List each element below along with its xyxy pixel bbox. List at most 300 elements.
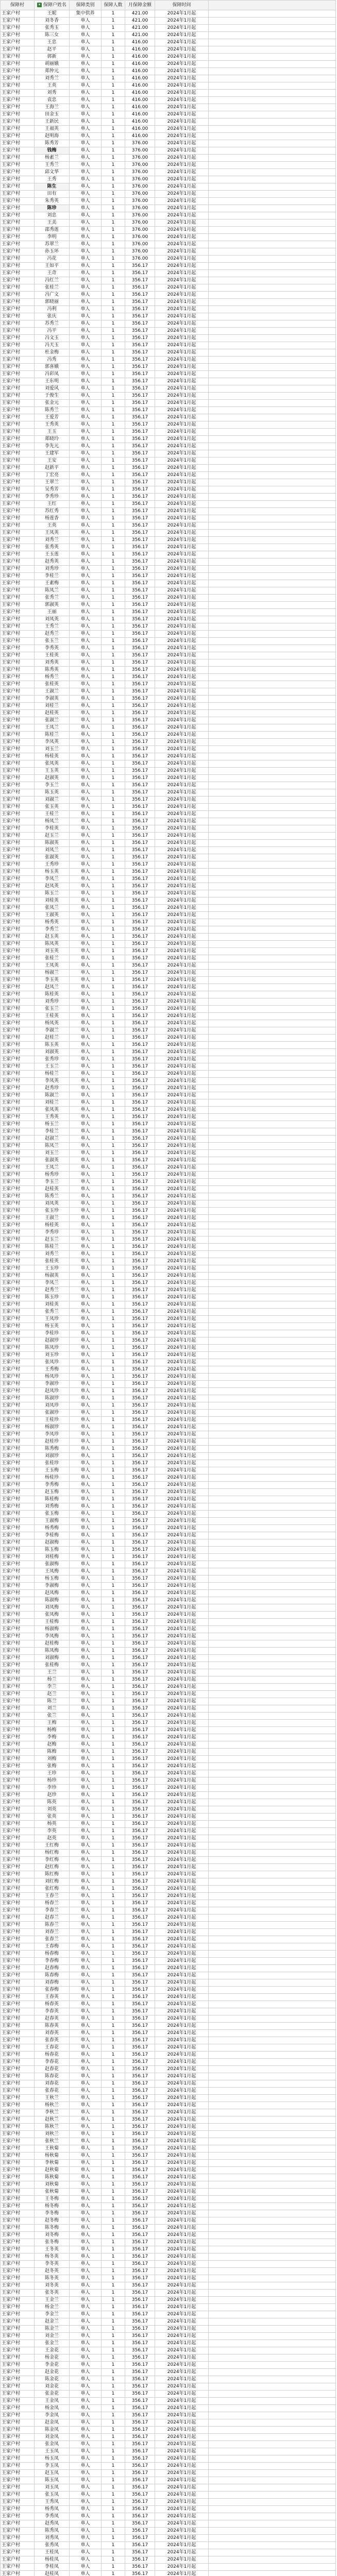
cell-amount[interactable]: 356.17 (125, 2138, 155, 2145)
cell-amount[interactable]: 356.17 (125, 2362, 155, 2369)
cell-amount[interactable]: 376.00 (125, 234, 155, 241)
cell-members[interactable]: 1 (102, 162, 125, 169)
cell-period[interactable]: 2024年1月起 (155, 537, 209, 544)
cell-members[interactable]: 1 (102, 2318, 125, 2326)
cell-name[interactable]: 陈淑兰 (35, 1092, 70, 1099)
table-row[interactable] (1, 558, 336, 566)
cell-type[interactable]: 单人 (70, 501, 102, 508)
cell-type[interactable]: 单人 (70, 2124, 102, 2131)
cell-period[interactable]: 2024年1月起 (155, 897, 209, 905)
cell-members[interactable]: 1 (102, 1438, 125, 1446)
cell-name[interactable]: 王红梅 (35, 1842, 70, 1850)
cell-members[interactable]: 1 (102, 825, 125, 833)
cell-period[interactable]: 2024年1月起 (155, 2253, 209, 2261)
cell-amount[interactable]: 356.17 (125, 1648, 155, 1655)
cell-amount[interactable]: 356.17 (125, 1792, 155, 1799)
cell-type[interactable]: 单人 (70, 1475, 102, 1482)
cell-village[interactable]: 王家户村 (1, 1287, 35, 1294)
table-row[interactable] (1, 2419, 336, 2427)
cell-amount[interactable]: 356.17 (125, 1114, 155, 1121)
cell-village[interactable]: 王家户村 (1, 638, 35, 645)
cell-period[interactable]: 2024年1月起 (155, 717, 209, 724)
cell-name[interactable]: 杨冬英 (35, 2253, 70, 2261)
cell-village[interactable]: 王家户村 (1, 2419, 35, 2427)
table-row[interactable] (1, 638, 336, 645)
cell-members[interactable]: 1 (102, 2037, 125, 2044)
cell-type[interactable]: 单人 (70, 205, 102, 212)
cell-members[interactable]: 1 (102, 2391, 125, 2398)
table-row[interactable] (1, 681, 336, 688)
cell-period[interactable]: 2024年1月起 (155, 609, 209, 616)
table-row[interactable] (1, 479, 336, 486)
cell-amount[interactable]: 356.17 (125, 1518, 155, 1525)
cell-type[interactable]: 单人 (70, 1244, 102, 1251)
cell-period[interactable]: 2024年1月起 (155, 133, 209, 140)
cell-village[interactable]: 王家户村 (1, 2131, 35, 2138)
table-row[interactable] (1, 991, 336, 998)
cell-type[interactable]: 单人 (70, 2412, 102, 2419)
cell-period[interactable]: 2024年1月起 (155, 1878, 209, 1886)
cell-members[interactable]: 1 (102, 263, 125, 270)
cell-village[interactable]: 王家户村 (1, 1525, 35, 1532)
cell-name[interactable]: 李淑梅 (35, 1583, 70, 1590)
cell-type[interactable]: 单人 (70, 256, 102, 263)
cell-name[interactable]: 冯广文 (35, 292, 70, 299)
cell-village[interactable]: 王家户村 (1, 1013, 35, 1020)
cell-village[interactable]: 王家户村 (1, 1496, 35, 1503)
cell-period[interactable]: 2024年1月起 (155, 349, 209, 357)
cell-village[interactable]: 王家户村 (1, 818, 35, 825)
cell-period[interactable]: 2024年1月起 (155, 1467, 209, 1475)
cell-amount[interactable]: 356.17 (125, 1814, 155, 1821)
table-row[interactable] (1, 61, 336, 68)
cell-name[interactable]: 赵淑珍 (35, 1337, 70, 1345)
cell-amount[interactable]: 356.17 (125, 2037, 155, 2044)
cell-type[interactable]: 单人 (70, 573, 102, 580)
cell-period[interactable]: 2024年1月起 (155, 753, 209, 760)
cell-amount[interactable]: 356.17 (125, 335, 155, 342)
cell-period[interactable]: 2024年1月起 (155, 551, 209, 558)
cell-name[interactable]: 刘秀凤 (35, 2535, 70, 2542)
cell-type[interactable]: 单人 (70, 977, 102, 984)
cell-name[interactable]: 王秀凤 (35, 2499, 70, 2506)
cell-members[interactable]: 1 (102, 2376, 125, 2383)
cell-type[interactable]: 单人 (70, 1294, 102, 1301)
cell-village[interactable]: 王家户村 (1, 1395, 35, 1402)
cell-village[interactable]: 王家户村 (1, 1467, 35, 1475)
cell-period[interactable]: 2024年1月起 (155, 378, 209, 385)
cell-name[interactable]: 杨玉凤 (35, 2455, 70, 2463)
cell-name[interactable]: 赵春花 (35, 2066, 70, 2073)
cell-name[interactable]: 王玉梅 (35, 1467, 70, 1475)
cell-members[interactable]: 1 (102, 941, 125, 948)
cell-type[interactable]: 单人 (70, 111, 102, 118)
cell-amount[interactable]: 356.17 (125, 1727, 155, 1734)
header-period[interactable]: 保障时间 (155, 1, 209, 10)
cell-members[interactable]: 1 (102, 2427, 125, 2434)
cell-period[interactable]: 2024年1月起 (155, 39, 209, 46)
cell-name[interactable]: 李春兰 (35, 1907, 70, 1914)
cell-amount[interactable]: 356.17 (125, 2116, 155, 2124)
cell-village[interactable]: 王家户村 (1, 1172, 35, 1179)
cell-name[interactable]: 赵新平 (35, 465, 70, 472)
cell-members[interactable]: 1 (102, 2564, 125, 2571)
table-row[interactable] (1, 703, 336, 710)
cell-period[interactable]: 2024年1月起 (155, 912, 209, 919)
cell-village[interactable]: 王家户村 (1, 2167, 35, 2174)
cell-name[interactable]: 陈秀梅 (35, 1446, 70, 1453)
cell-period[interactable]: 2024年1月起 (155, 1648, 209, 1655)
cell-type[interactable]: 单人 (70, 789, 102, 796)
cell-name[interactable]: 赵玉凤 (35, 2470, 70, 2477)
cell-type[interactable]: 单人 (70, 1056, 102, 1063)
cell-amount[interactable]: 416.00 (125, 46, 155, 54)
table-row[interactable] (1, 472, 336, 479)
cell-name[interactable]: 王忠 (35, 39, 70, 46)
table-row[interactable] (1, 2398, 336, 2405)
cell-period[interactable]: 2024年1月起 (155, 1193, 209, 1200)
table-row[interactable] (1, 1713, 336, 1720)
cell-amount[interactable]: 376.00 (125, 198, 155, 205)
cell-period[interactable]: 2024年1月起 (155, 2196, 209, 2203)
cell-members[interactable]: 1 (102, 284, 125, 292)
table-row[interactable] (1, 912, 336, 919)
cell-type[interactable]: 单人 (70, 1727, 102, 1734)
cell-members[interactable]: 1 (102, 948, 125, 955)
cell-period[interactable]: 2024年1月起 (155, 2015, 209, 2023)
cell-village[interactable]: 王家户村 (1, 241, 35, 248)
cell-type[interactable]: 单人 (70, 2376, 102, 2383)
cell-members[interactable]: 1 (102, 1489, 125, 1496)
table-row[interactable] (1, 1503, 336, 1511)
cell-village[interactable]: 王家户村 (1, 2528, 35, 2535)
cell-village[interactable]: 王家户村 (1, 82, 35, 90)
cell-amount[interactable]: 376.00 (125, 219, 155, 227)
cell-name[interactable]: 郑晓玲 (35, 436, 70, 443)
cell-period[interactable]: 2024年1月起 (155, 1561, 209, 1568)
cell-village[interactable]: 王家户村 (1, 739, 35, 746)
cell-amount[interactable]: 356.17 (125, 623, 155, 631)
table-row[interactable] (1, 1366, 336, 1374)
cell-amount[interactable]: 356.17 (125, 674, 155, 681)
cell-period[interactable]: 2024年1月起 (155, 450, 209, 457)
table-row[interactable] (1, 241, 336, 248)
cell-amount[interactable]: 356.17 (125, 2564, 155, 2571)
cell-amount[interactable]: 356.17 (125, 313, 155, 320)
cell-period[interactable]: 2024年1月起 (155, 1323, 209, 1330)
cell-members[interactable]: 1 (102, 1186, 125, 1193)
cell-period[interactable]: 2024年1月起 (155, 1128, 209, 1136)
cell-period[interactable]: 2024年1月起 (155, 2001, 209, 2008)
cell-village[interactable]: 王家户村 (1, 1078, 35, 1085)
cell-amount[interactable]: 356.17 (125, 270, 155, 277)
cell-amount[interactable]: 356.17 (125, 876, 155, 883)
cell-amount[interactable]: 356.17 (125, 1352, 155, 1359)
cell-members[interactable]: 1 (102, 2499, 125, 2506)
cell-period[interactable]: 2024年1月起 (155, 1583, 209, 1590)
cell-village[interactable]: 王家户村 (1, 530, 35, 537)
cell-village[interactable]: 王家户村 (1, 753, 35, 760)
cell-amount[interactable]: 356.17 (125, 1503, 155, 1511)
cell-amount[interactable]: 356.17 (125, 1828, 155, 1835)
cell-amount[interactable]: 356.17 (125, 1864, 155, 1871)
cell-amount[interactable]: 356.17 (125, 2203, 155, 2210)
cell-type[interactable]: 单人 (70, 494, 102, 501)
cell-type[interactable]: 单人 (70, 1114, 102, 1121)
cell-members[interactable]: 1 (102, 991, 125, 998)
cell-period[interactable]: 2024年1月起 (155, 2434, 209, 2441)
cell-name[interactable]: 王如平 (35, 263, 70, 270)
cell-period[interactable]: 2024年1月起 (155, 198, 209, 205)
cell-members[interactable]: 1 (102, 486, 125, 494)
cell-members[interactable]: 1 (102, 1078, 125, 1085)
cell-name[interactable]: 张秀英 (35, 544, 70, 551)
cell-members[interactable]: 1 (102, 558, 125, 566)
cell-village[interactable]: 王家户村 (1, 2340, 35, 2347)
cell-amount[interactable]: 356.17 (125, 1684, 155, 1691)
cell-name[interactable]: 李桂英 (35, 825, 70, 833)
cell-period[interactable]: 2024年1月起 (155, 1806, 209, 1814)
cell-members[interactable]: 1 (102, 342, 125, 349)
cell-village[interactable]: 王家户村 (1, 2008, 35, 2015)
cell-amount[interactable]: 356.17 (125, 847, 155, 854)
cell-name[interactable]: 冯平 (35, 328, 70, 335)
cell-amount[interactable]: 356.17 (125, 1626, 155, 1633)
cell-members[interactable]: 1 (102, 573, 125, 580)
cell-period[interactable]: 2024年1月起 (155, 10, 209, 18)
table-row[interactable] (1, 919, 336, 926)
cell-name[interactable]: 邱文华 (35, 169, 70, 176)
table-row[interactable] (1, 984, 336, 991)
cell-name[interactable]: 杨秀梅 (35, 1525, 70, 1532)
cell-amount[interactable]: 356.17 (125, 1525, 155, 1532)
cell-members[interactable]: 1 (102, 1727, 125, 1734)
cell-members[interactable]: 1 (102, 1713, 125, 1720)
cell-amount[interactable]: 356.17 (125, 1568, 155, 1575)
table-row[interactable] (1, 371, 336, 378)
cell-period[interactable]: 2024年1月起 (155, 688, 209, 696)
cell-period[interactable]: 2024年1月起 (155, 2167, 209, 2174)
cell-type[interactable]: 单人 (70, 39, 102, 46)
cell-village[interactable]: 王家户村 (1, 1438, 35, 1446)
table-row[interactable] (1, 429, 336, 436)
table-row[interactable] (1, 825, 336, 833)
cell-period[interactable]: 2024年1月起 (155, 90, 209, 97)
cell-members[interactable]: 1 (102, 1994, 125, 2001)
cell-type[interactable]: 单人 (70, 1979, 102, 1987)
cell-amount[interactable]: 356.17 (125, 2354, 155, 2362)
table-row[interactable] (1, 1099, 336, 1107)
cell-amount[interactable]: 356.17 (125, 580, 155, 587)
cell-name[interactable]: 王秀兰 (35, 162, 70, 169)
cell-period[interactable]: 2024年1月起 (155, 970, 209, 977)
table-row[interactable] (1, 1669, 336, 1676)
cell-period[interactable]: 2024年1月起 (155, 2023, 209, 2030)
cell-village[interactable]: 王家户村 (1, 789, 35, 796)
cell-period[interactable]: 2024年1月起 (155, 652, 209, 659)
cell-name[interactable]: 刘秀兰 (35, 75, 70, 82)
cell-village[interactable]: 王家户村 (1, 1200, 35, 1208)
cell-type[interactable]: 单人 (70, 1229, 102, 1236)
cell-members[interactable]: 1 (102, 674, 125, 681)
cell-amount[interactable]: 416.00 (125, 133, 155, 140)
cell-members[interactable]: 1 (102, 1035, 125, 1042)
cell-name[interactable]: 刘桂梅 (35, 1554, 70, 1561)
cell-period[interactable]: 2024年1月起 (155, 1446, 209, 1453)
cell-name[interactable]: 李春梅 (35, 1958, 70, 1965)
cell-period[interactable]: 2024年1月起 (155, 2174, 209, 2181)
cell-type[interactable]: 单人 (70, 1842, 102, 1850)
table-row[interactable] (1, 782, 336, 789)
cell-type[interactable]: 单人 (70, 667, 102, 674)
cell-amount[interactable]: 356.17 (125, 1273, 155, 1280)
cell-members[interactable]: 1 (102, 1482, 125, 1489)
table-row[interactable] (1, 1835, 336, 1842)
cell-name[interactable]: 张凤兰 (35, 905, 70, 912)
table-row[interactable] (1, 2571, 336, 2576)
cell-village[interactable]: 王家户村 (1, 1676, 35, 1684)
cell-period[interactable]: 2024年1月起 (155, 2116, 209, 2124)
cell-members[interactable]: 1 (102, 371, 125, 378)
cell-amount[interactable]: 356.17 (125, 544, 155, 551)
cell-name[interactable]: 刘梅 (35, 1756, 70, 1763)
cell-name[interactable]: 刘桂兰 (35, 1099, 70, 1107)
cell-amount[interactable]: 356.17 (125, 1150, 155, 1157)
cell-village[interactable]: 王家户村 (1, 2189, 35, 2196)
cell-period[interactable]: 2024年1月起 (155, 2131, 209, 2138)
table-row[interactable] (1, 2412, 336, 2419)
cell-name[interactable]: 刘秀英 (35, 659, 70, 667)
cell-members[interactable]: 1 (102, 1092, 125, 1099)
cell-members[interactable]: 1 (102, 638, 125, 645)
cell-amount[interactable]: 356.17 (125, 1741, 155, 1749)
cell-name[interactable]: 杨玉兰 (35, 1121, 70, 1128)
cell-members[interactable]: 1 (102, 75, 125, 82)
cell-members[interactable]: 1 (102, 883, 125, 890)
cell-period[interactable]: 2024年1月起 (155, 25, 209, 32)
cell-members[interactable]: 1 (102, 176, 125, 183)
cell-amount[interactable]: 356.17 (125, 2044, 155, 2052)
cell-type[interactable]: 单人 (70, 2095, 102, 2102)
cell-period[interactable]: 2024年1月起 (155, 1475, 209, 1482)
cell-name[interactable]: 赵明海 (35, 133, 70, 140)
cell-village[interactable]: 王家户村 (1, 1482, 35, 1489)
cell-period[interactable]: 2024年1月起 (155, 1460, 209, 1467)
cell-village[interactable]: 王家户村 (1, 2080, 35, 2088)
cell-type[interactable]: 单人 (70, 126, 102, 133)
cell-village[interactable]: 王家户村 (1, 1460, 35, 1467)
table-row[interactable] (1, 2506, 336, 2513)
table-row[interactable] (1, 1049, 336, 1056)
cell-village[interactable]: 王家户村 (1, 1878, 35, 1886)
cell-period[interactable]: 2024年1月起 (155, 162, 209, 169)
cell-type[interactable]: 单人 (70, 2102, 102, 2109)
cell-amount[interactable]: 356.17 (125, 1842, 155, 1850)
cell-amount[interactable]: 356.17 (125, 2181, 155, 2189)
cell-name[interactable]: 田有 (35, 191, 70, 198)
cell-amount[interactable]: 356.17 (125, 2304, 155, 2311)
cell-name[interactable]: 张玉英 (35, 804, 70, 811)
cell-village[interactable]: 王家户村 (1, 1330, 35, 1337)
cell-members[interactable]: 1 (102, 1337, 125, 1345)
cell-type[interactable]: 单人 (70, 1496, 102, 1503)
cell-village[interactable]: 王家户村 (1, 1612, 35, 1619)
cell-members[interactable]: 1 (102, 1756, 125, 1763)
cell-amount[interactable]: 356.17 (125, 414, 155, 421)
table-row[interactable] (1, 876, 336, 883)
cell-village[interactable]: 王家户村 (1, 183, 35, 191)
cell-members[interactable]: 1 (102, 2023, 125, 2030)
cell-type[interactable]: 单人 (70, 1943, 102, 1951)
cell-members[interactable]: 1 (102, 501, 125, 508)
cell-village[interactable]: 王家户村 (1, 2001, 35, 2008)
cell-name[interactable]: 郑仲元 (35, 68, 70, 75)
table-row[interactable] (1, 595, 336, 602)
cell-members[interactable]: 1 (102, 667, 125, 674)
cell-name[interactable]: 赵淑梅 (35, 1539, 70, 1547)
cell-period[interactable]: 2024年1月起 (155, 2239, 209, 2246)
cell-name[interactable]: 王桂英 (35, 652, 70, 659)
table-row[interactable] (1, 977, 336, 984)
cell-type[interactable]: 单人 (70, 443, 102, 450)
cell-name[interactable]: 杨秀英 (35, 919, 70, 926)
cell-period[interactable]: 2024年1月起 (155, 1720, 209, 1727)
table-row[interactable] (1, 1893, 336, 1900)
cell-amount[interactable]: 356.17 (125, 1720, 155, 1727)
cell-type[interactable]: 单人 (70, 1200, 102, 1208)
cell-village[interactable]: 王家户村 (1, 1410, 35, 1417)
cell-period[interactable]: 2024年1月起 (155, 1258, 209, 1265)
cell-period[interactable]: 2024年1月起 (155, 1575, 209, 1583)
cell-amount[interactable]: 356.17 (125, 2030, 155, 2037)
table-row[interactable] (1, 1244, 336, 1251)
cell-name[interactable]: 陈玉凤 (35, 2477, 70, 2484)
table-row[interactable] (1, 2549, 336, 2556)
cell-members[interactable]: 1 (102, 436, 125, 443)
cell-period[interactable]: 2024年1月起 (155, 991, 209, 998)
cell-village[interactable]: 王家户村 (1, 1958, 35, 1965)
cell-name[interactable]: 张玉凤 (35, 2492, 70, 2499)
table-row[interactable] (1, 897, 336, 905)
table-row[interactable] (1, 1878, 336, 1886)
cell-amount[interactable]: 356.17 (125, 551, 155, 558)
cell-type[interactable]: 单人 (70, 919, 102, 926)
cell-type[interactable]: 单人 (70, 2001, 102, 2008)
cell-type[interactable]: 单人 (70, 2080, 102, 2088)
cell-amount[interactable]: 356.17 (125, 2441, 155, 2448)
cell-name[interactable]: 刘爱风 (35, 385, 70, 393)
cell-name[interactable]: 王金花 (35, 2347, 70, 2354)
cell-members[interactable]: 1 (102, 2520, 125, 2528)
cell-members[interactable]: 1 (102, 1785, 125, 1792)
table-row[interactable] (1, 140, 336, 147)
cell-village[interactable]: 王家户村 (1, 890, 35, 897)
cell-period[interactable]: 2024年1月起 (155, 1453, 209, 1460)
cell-members[interactable]: 1 (102, 2441, 125, 2448)
cell-period[interactable]: 2024年1月起 (155, 515, 209, 522)
table-row[interactable] (1, 948, 336, 955)
cell-village[interactable]: 王家户村 (1, 2492, 35, 2499)
cell-type[interactable]: 单人 (70, 2174, 102, 2181)
cell-amount[interactable]: 356.17 (125, 1785, 155, 1792)
cell-members[interactable]: 1 (102, 1229, 125, 1236)
cell-name[interactable]: 赵冬英 (35, 2268, 70, 2275)
table-row[interactable] (1, 1359, 336, 1366)
cell-type[interactable]: 单人 (70, 1561, 102, 1568)
cell-members[interactable]: 1 (102, 2131, 125, 2138)
cell-type[interactable]: 单人 (70, 768, 102, 775)
cell-type[interactable]: 单人 (70, 1532, 102, 1539)
